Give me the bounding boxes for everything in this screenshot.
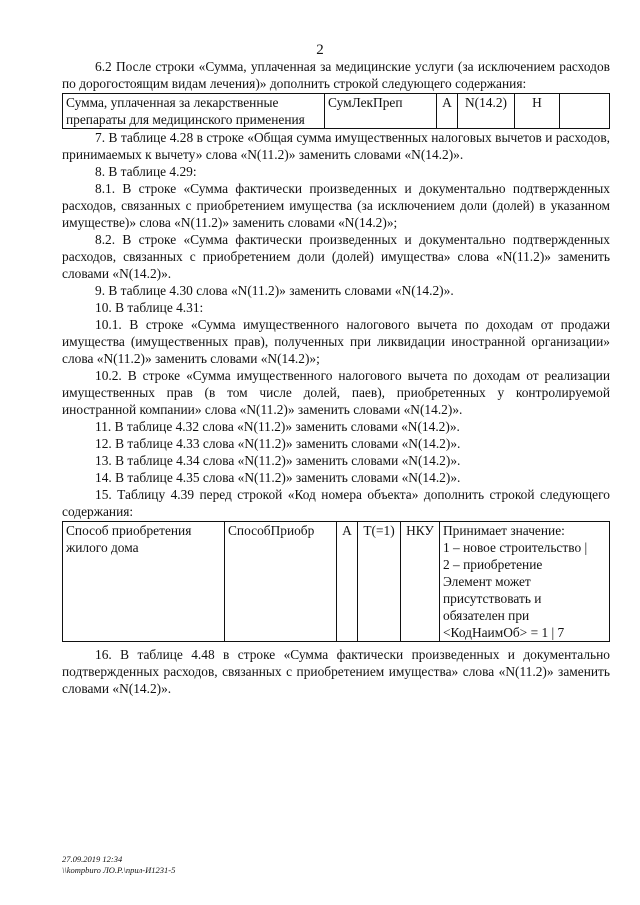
table1-type-cell: А: [437, 94, 458, 129]
table2-note-line: присутствовать и: [443, 591, 542, 606]
paragraph-12: 12. В таблице 4.33 слова «N(11.2)» заменить словами «N(14.2)».: [95, 436, 461, 451]
paragraph-9: 9. В таблице 4.30 слова «N(11.2)» заменить словами «N(14.2)».: [95, 283, 454, 298]
table1-code-cell: СумЛекПреп: [325, 94, 437, 129]
table2-note-line: обязателен при: [443, 608, 530, 623]
table1-extra-cell: [560, 94, 610, 129]
table2-note-line: Элемент может: [443, 574, 531, 589]
paragraph-10-2: 10.2. В строке «Сумма имущественного налогового вычета по доходам от реализации имущественных прав (в том числе долей, паев), приобретенных у контролируемой иностранной компании» слова «N(11.2)» заменить словами «N(14.2)».: [62, 368, 610, 417]
paragraph-6-2: 6.2 После строки «Сумма, уплаченная за медицинские услуги (за исключением расходов по дорогостоящим видам лечения)» дополнить строкой следующего содержания:: [62, 59, 610, 91]
table2-note-line: <КодНаимОб> = 1 | 7: [443, 625, 565, 640]
table2-format-cell: T(=1): [358, 522, 401, 642]
document-body: [62, 58, 610, 697]
table2-note-line: Принимает значение:: [443, 523, 565, 538]
table2-code-cell: СпособПриобр: [225, 522, 337, 642]
table1-format-cell: N(14.2): [458, 94, 515, 129]
table2-note-line: 2 – приобретение: [443, 557, 543, 572]
table2-notes-cell: [440, 522, 610, 642]
paragraph-14: 14. В таблице 4.35 слова «N(11.2)» заменить словами «N(14.2)».: [95, 470, 461, 485]
table1-required-cell: Н: [515, 94, 560, 129]
insert-table-1: [62, 93, 610, 129]
paragraph-8-2: 8.2. В строке «Сумма фактически произведенных и документально подтвержденных расходов, связанных с приобретением доли (долей) имущества» слова «N(11.2)» заменить словами «N(14.2)».: [62, 232, 610, 281]
footer-stamp: [62, 854, 175, 876]
footer-file-path: \\kompburo ЛО.Р.\прил-И1231-5: [62, 865, 176, 875]
paragraph-10: 10. В таблице 4.31:: [95, 300, 204, 315]
table2-type-cell: А: [337, 522, 358, 642]
paragraph-7: 7. В таблице 4.28 в строке «Общая сумма имущественных налоговых вычетов и расходов, принимаемых к вычету» слова «N(11.2)» заменить словами «N(14.2)».: [62, 130, 610, 162]
paragraph-15: 15. Таблицу 4.39 перед строкой «Код номера объекта» дополнить строкой следующего содержания:: [62, 487, 610, 519]
page-number: 2: [316, 42, 324, 58]
paragraph-11: 11. В таблице 4.32 слова «N(11.2)» заменить словами «N(14.2)».: [95, 419, 460, 434]
paragraph-8: 8. В таблице 4.29:: [95, 164, 197, 179]
footer-timestamp: 27.09.2019 12:34: [62, 854, 123, 864]
table2-note-line: 1 – новое строительство |: [443, 540, 588, 555]
table2-required-cell: НКУ: [401, 522, 440, 642]
table2-name-cell: Способ приобретения жилого дома: [63, 522, 225, 642]
table-row: [63, 522, 610, 642]
paragraph-16: 16. В таблице 4.48 в строке «Сумма фактически произведенных и документально подтвержденных расходов, связанных с приобретением имущества» слова «N(11.2)» заменить словами «N(14.2)».: [62, 647, 610, 696]
table1-name-cell: Сумма, уплаченная за лекарственные препараты для медицинского применения: [63, 94, 325, 129]
paragraph-10-1: 10.1. В строке «Сумма имущественного налогового вычета по доходам от продажи имущества (имущественных прав), полученных при ликвидации иностранной организации» слова «N(11.2)» заменить словами «N(14.2)»;: [62, 317, 610, 366]
paragraph-13: 13. В таблице 4.34 слова «N(11.2)» заменить словами «N(14.2)».: [95, 453, 461, 468]
table-row: [63, 94, 610, 129]
insert-table-2: [62, 521, 610, 642]
paragraph-8-1: 8.1. В строке «Сумма фактически произведенных и документально подтвержденных расходов, связанных с приобретением имущества (за исключением доли (долей) в указанном имуществе)» слова «N(11.2)» заменить словами «N(14.2)»;: [62, 181, 610, 230]
